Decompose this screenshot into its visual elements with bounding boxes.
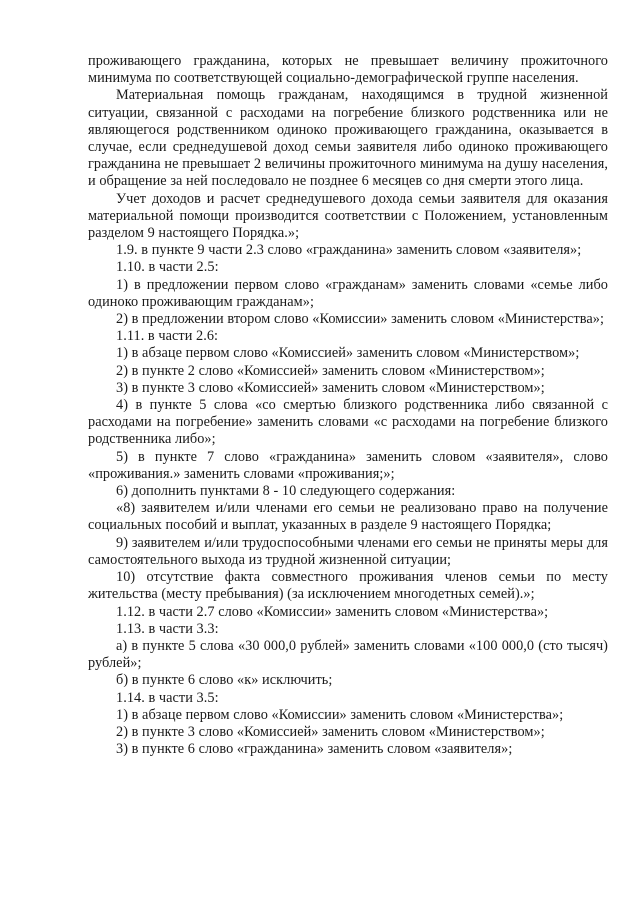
- paragraph-burial-aid: Материальная помощь гражданам, находящимся в трудной жизненной ситуации, связанной с расходами на погребение близкого родственника или не являющегося родственником одиноко проживающего гражданина, оказывается в случае, если среднедушевой доход семьи заявителя либо одиноко проживающего гражданина не превышает 2 величины прожиточного минимума на душу населения, и обращение за ней последовало не позднее 6 месяцев со дня смерти этого лица.: [88, 87, 608, 190]
- item-1-13-sub-b: б) в пункте 6 слово «к» исключить;: [116, 672, 333, 689]
- item-1-10-sub-2: 2) в предложении втором слово «Комиссии» заменить словом «Министерства»;: [116, 311, 604, 328]
- item-1-11-sub-6-point-9: 9) заявителем и/или трудоспособными членами его семьи не приняты меры для самостоятельного выхода из трудной жизненной ситуации;: [88, 534, 608, 568]
- item-1-14: 1.14. в части 3.5:: [116, 689, 219, 706]
- item-1-14-sub-1: 1) в абзаце первом слово «Комиссии» заменить словом «Министерства»;: [116, 706, 564, 723]
- item-1-12: 1.12. в части 2.7 слово «Комиссии» заменить словом «Министерства»;: [116, 603, 549, 620]
- item-1-11-sub-1: 1) в абзаце первом слово «Комиссией» заменить словом «Министерством»;: [116, 345, 580, 362]
- item-1-13: 1.13. в части 3.3:: [116, 620, 219, 637]
- document-body: [88, 53, 608, 758]
- item-1-11-sub-3: 3) в пункте 3 слово «Комиссией» заменить словом «Министерством»;: [116, 379, 545, 396]
- item-1-13-sub-a: а) в пункте 5 слова «30 000,0 рублей» заменить словами «100 000,0 (сто тысяч) рублей»;: [88, 637, 608, 672]
- item-1-11-sub-6-point-8: «8) заявителем и/или членами его семьи не реализовано право на получение социальных пособий и выплат, указанных в разделе 9 настоящего Порядка;: [88, 500, 608, 534]
- item-1-14-sub-2: 2) в пункте 3 слово «Комиссией» заменить словом «Министерством»;: [116, 723, 545, 740]
- item-1-11-sub-6-point-10: 10) отсутствие факта совместного проживания членов семьи по месту жительства (месту пребывания) (за исключением многодетных семей).»;: [88, 569, 608, 603]
- item-1-11: 1.11. в части 2.6:: [116, 328, 219, 345]
- item-1-11-sub-2: 2) в пункте 2 слово «Комиссией» заменить словом «Министерством»;: [116, 362, 545, 379]
- item-1-11-sub-4: 4) в пункте 5 слова «со смертью близкого родственника либо связанной с расходами на погребение» заменить словами «с расходами на погребение близкого родственника либо»;: [88, 397, 608, 448]
- item-1-11-sub-5: 5) в пункте 7 слово «гражданина» заменить словом «заявителя», слово «проживания.» заменить словами «проживания;»;: [88, 448, 608, 482]
- item-1-10: 1.10. в части 2.5:: [116, 259, 219, 276]
- item-1-10-sub-1: 1) в предложении первом слово «гражданам» заменить словами «семье либо одиноко проживающим гражданам»;: [88, 276, 608, 310]
- item-1-11-sub-6: 6) дополнить пунктами 8 - 10 следующего содержания:: [116, 483, 456, 500]
- item-1-9: 1.9. в пункте 9 части 2.3 слово «гражданина» заменить словом «заявителя»;: [116, 242, 582, 259]
- paragraph-income-accounting: Учет доходов и расчет среднедушевого дохода семьи заявителя для оказания материальной помощи производится соответствии с Положением, установленным разделом 9 настоящего Порядка.»;: [88, 190, 608, 242]
- paragraph-income-continuation: проживающего гражданина, которых не превышает величину прожиточного минимума по соответствующей социально-демографической группе населения.: [88, 53, 608, 87]
- item-1-14-sub-3: 3) в пункте 6 слово «гражданина» заменить словом «заявителя»;: [116, 741, 513, 758]
